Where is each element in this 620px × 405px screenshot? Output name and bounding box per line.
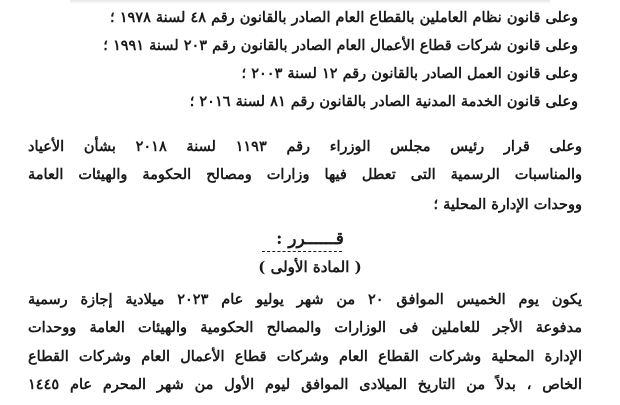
whereas-clause-4: وعلى قانون الخدمة المدنية الصادر بالقانون رقم ٨١ لسنة ٢٠١٦ ؛ bbox=[189, 93, 578, 110]
decree-clause-line-3: ووحدات الإدارة المحلية ؛ bbox=[433, 196, 582, 213]
page-top-shadow bbox=[70, 0, 550, 4]
whereas-clause-3: وعلى قانون العمل الصادر بالقانون رقم ١٢ لسنة ٢٠٠٣ ؛ bbox=[241, 65, 578, 82]
article-body-line-1: يكون يوم الخميس الموافق ٢٠ من شهر يوليو عام ٢٠٢٣ ميلادية إجازة رسمية bbox=[28, 291, 582, 308]
decree-clause-line-1: وعلى قرار رئيس مجلس الوزراء رقم ١١٩٣ لسنة ٢٠١٨ بشأن الأعياد bbox=[28, 138, 582, 155]
article-heading: ( المادة الأولى ) bbox=[258, 258, 362, 276]
article-body-line-2: مدفوعة الأجر للعاملين فى الوزارات والمصالح الحكومية والهيئات العامة ووحدات bbox=[28, 319, 582, 336]
decree-clause-line-2: والمناسبات الرسمية التى تعطل فيها وزارات ومصالح الحكومة والهيئات العامة bbox=[28, 166, 582, 183]
decision-heading: قــــــرر : bbox=[276, 229, 344, 249]
article-body-line-4: الخاص ، بدلاً من التاريخ الميلادى الموافق ليوم الأول من شهر المحرم عام ١٤٤٥ bbox=[28, 376, 582, 393]
article-body-line-3: الإدارة المحلية وشركات القطاع العام وشركات قطاع الأعمال العام وشركات القطاع bbox=[28, 348, 582, 365]
whereas-clause-2: وعلى قانون شركات قطاع الأعمال العام الصادر بالقانون رقم ٢٠٣ لسنة ١٩٩١ ؛ bbox=[103, 37, 578, 54]
whereas-clause-1: وعلى قانون نظام العاملين بالقطاع العام الصادر بالقانون رقم ٤٨ لسنة ١٩٧٨ ؛ bbox=[110, 9, 578, 26]
decision-heading-underline bbox=[262, 251, 342, 252]
